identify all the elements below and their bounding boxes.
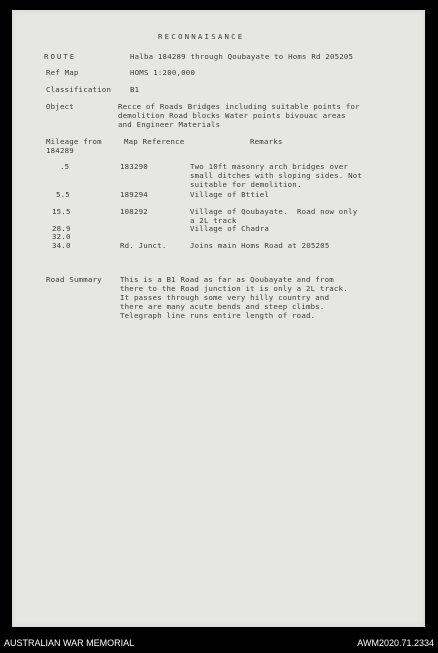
mileage-header: Mileage from	[46, 137, 102, 146]
row-map-reference: 108292	[120, 207, 148, 216]
ref-map-label: Ref Map	[46, 68, 79, 77]
road-summary-line: there to the Road junction it is only a 2L track.	[120, 284, 348, 293]
row-map-reference: 189294	[120, 190, 148, 199]
row-mileage: 28.9	[52, 224, 71, 233]
row-map-reference: Rd. Junct.	[120, 241, 167, 250]
remarks-header: Remarks	[250, 137, 283, 146]
archive-footer	[0, 629, 438, 653]
row-mileage: .5	[60, 162, 70, 171]
ref-map-value: HOMS 1:200,000	[130, 68, 196, 77]
document-page	[12, 10, 425, 627]
institution-name: AUSTRALIAN WAR MEMORIAL	[4, 638, 135, 648]
row-remark: suitable for demolition.	[190, 180, 302, 189]
route-value: Halba 184289 through Qoubayate to Homs Rd 205205	[130, 52, 354, 61]
map-reference-header: Map Reference	[124, 137, 185, 146]
road-summary-label: Road Summary	[46, 275, 102, 284]
row-remark: Village of Bttiel	[190, 190, 270, 199]
document-title: RECONNAISANCE	[158, 32, 245, 41]
object-line: Recce of Roads Bridges including suitable points for	[118, 102, 360, 111]
classification-label: Classification	[46, 85, 112, 94]
row-mileage: 32.0	[52, 232, 71, 241]
route-label: ROUTE	[44, 52, 77, 61]
object-line: and Engineer Materials	[118, 120, 221, 129]
row-remark: small ditches with sloping sides. Not	[190, 171, 363, 180]
object-label: Object	[46, 102, 74, 111]
road-summary-line: It passes through some very hilly country and	[120, 293, 330, 302]
row-remark: Two 10ft masonry arch bridges over	[190, 162, 349, 171]
row-mileage: 34.0	[52, 241, 71, 250]
classification-value: B1	[130, 85, 140, 94]
row-mileage: 5.5	[56, 190, 70, 199]
row-remark: a 2L track	[190, 216, 237, 225]
object-line: demolition Road blocks Water points bivouac areas	[118, 111, 346, 120]
accession-number: AWM2020.71.2334	[357, 638, 434, 648]
mileage-header-origin: 184289	[46, 146, 74, 155]
road-summary-line: This is a B1 Road as far as Qoubayate and from	[120, 275, 334, 284]
row-remark: Joins main Homs Road at 205205	[190, 241, 330, 250]
road-summary-line: there are many acute bends and steep climbs.	[120, 302, 325, 311]
row-remark: Village of Chadra	[190, 224, 270, 233]
row-remark: Village of Qoubayate. Road now only	[190, 207, 358, 216]
road-summary-line: Telegraph line runs entire length of road.	[120, 311, 316, 320]
row-map-reference: 183290	[120, 162, 148, 171]
row-mileage: 15.5	[52, 207, 71, 216]
